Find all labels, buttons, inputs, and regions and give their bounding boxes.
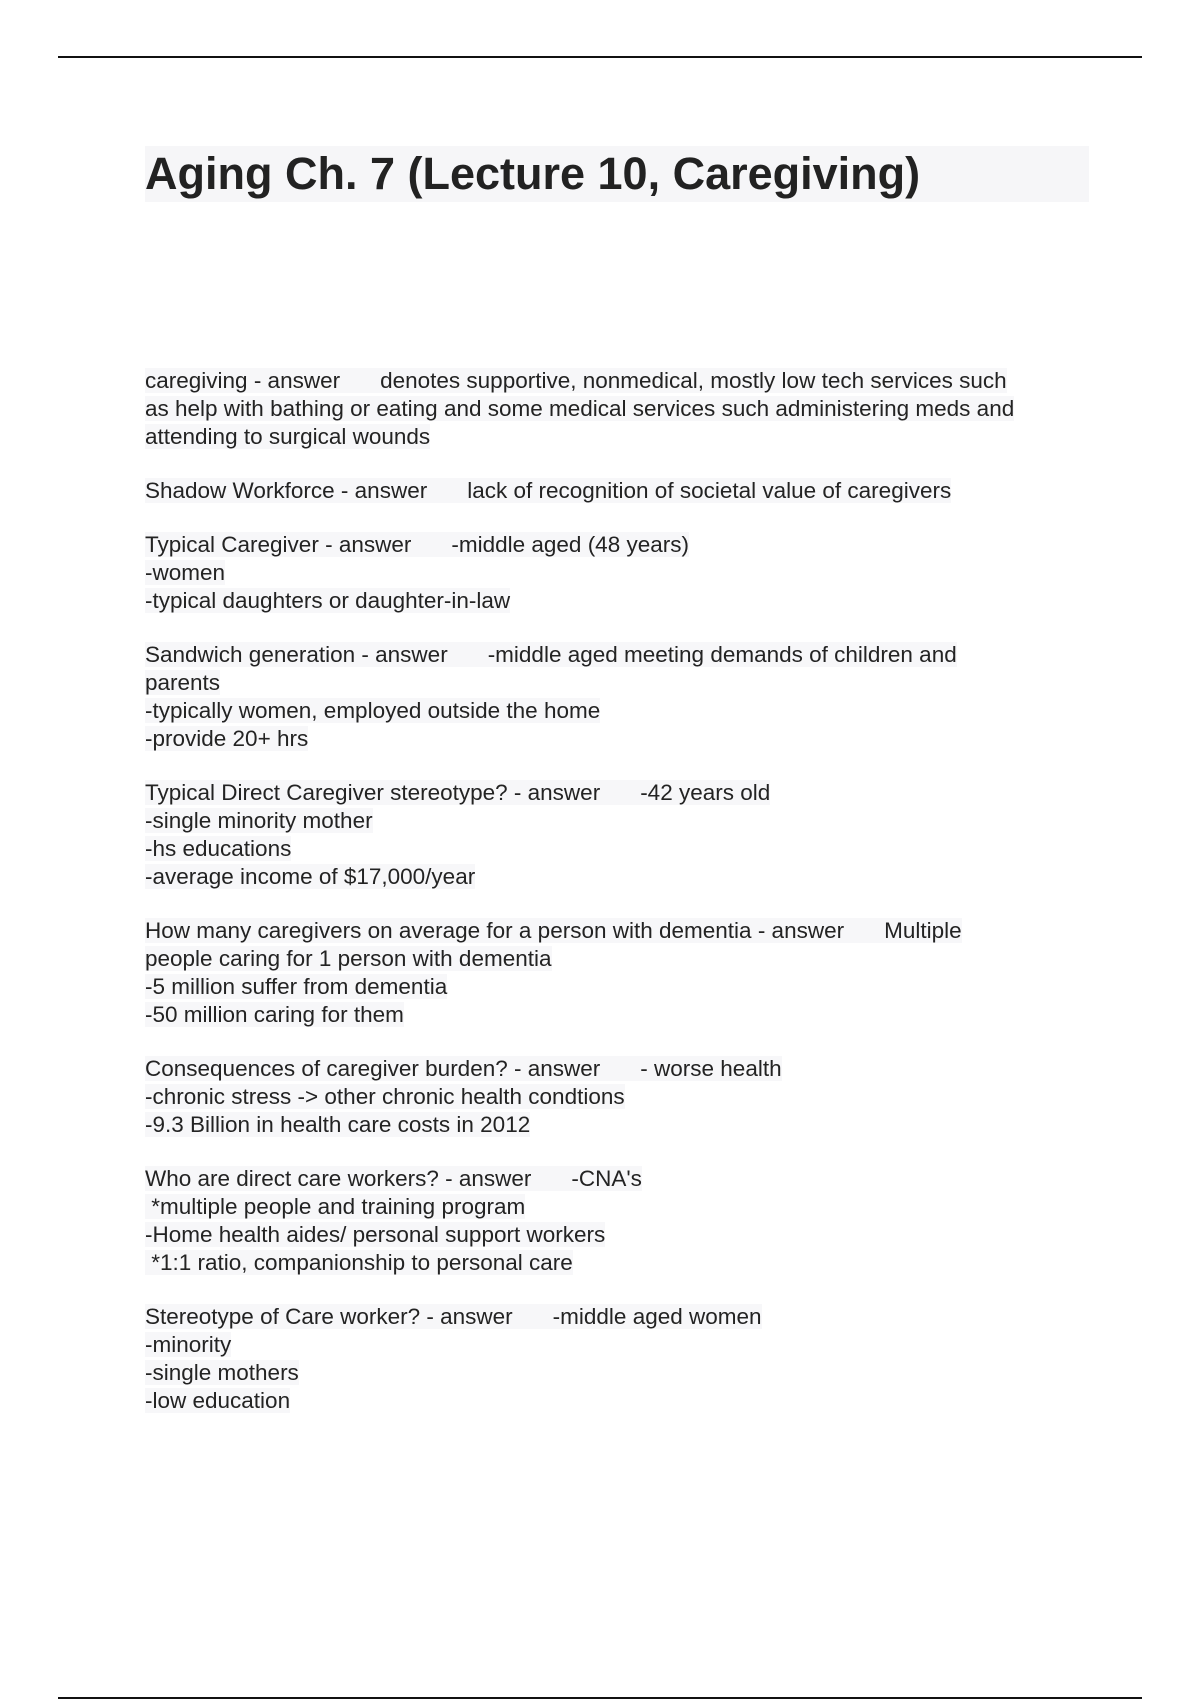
flashcard-term: Typical Caregiver <box>145 532 319 557</box>
flashcard-line-text <box>145 726 308 751</box>
flashcard-line-text <box>145 1304 762 1329</box>
flashcard-line <box>145 1331 1095 1359</box>
flashcard-line-text <box>145 918 962 943</box>
flashcard-list <box>145 367 1095 1441</box>
flashcard-term: Consequences of caregiver burden? <box>145 1056 508 1081</box>
flashcard-entry <box>145 367 1095 451</box>
flashcard-answer-text: Multiple <box>884 918 962 943</box>
answer-separator: - answer <box>318 532 412 557</box>
flashcard-entry <box>145 917 1095 1029</box>
flashcard-line <box>145 1221 1095 1249</box>
flashcard-line <box>145 531 1095 559</box>
flashcard-answer-text: attending to surgical wounds <box>145 424 431 449</box>
flashcard-line <box>145 917 1095 945</box>
flashcard-term: How many caregivers on average for a person with dementia <box>145 918 752 943</box>
flashcard-line <box>145 835 1095 863</box>
flashcard-line-text <box>145 1002 404 1027</box>
flashcard-answer-text: -low education <box>145 1388 291 1413</box>
flashcard-line-text <box>145 1388 290 1413</box>
flashcard-answer-text: *1:1 ratio, companionship to personal care <box>145 1250 573 1275</box>
bottom-rule <box>58 1697 1142 1699</box>
page-title: Aging Ch. 7 (Lecture 10, Caregiving) <box>145 148 921 199</box>
answer-separator: - answer <box>507 1056 601 1081</box>
flashcard-line-text <box>145 532 689 557</box>
flashcard-line-text <box>145 1250 573 1275</box>
flashcard-line <box>145 477 1095 505</box>
flashcard-entry <box>145 477 1095 505</box>
flashcard-line-text <box>145 1112 530 1137</box>
flashcard-line-text <box>145 946 552 971</box>
flashcard-line-text <box>145 560 225 585</box>
flashcard-answer-text: -typically women, employed outside the home <box>145 698 601 723</box>
flashcard-term: Who are direct care workers? <box>145 1166 439 1191</box>
flashcard-line <box>145 1111 1095 1139</box>
flashcard-answer-text: -provide 20+ hrs <box>145 726 309 751</box>
flashcard-answer-text: -average income of $17,000/year <box>145 864 476 889</box>
flashcard-answer-text: lack of recognition of societal value of caregivers <box>467 478 952 503</box>
flashcard-line-text <box>145 642 957 667</box>
flashcard-answer-text: -5 million suffer from dementia <box>145 974 448 999</box>
flashcard-line-text <box>145 368 1007 393</box>
flashcard-line <box>145 1387 1095 1415</box>
answer-separator: - answer <box>334 478 428 503</box>
flashcard-term: Stereotype of Care worker? <box>145 1304 421 1329</box>
flashcard-entry <box>145 779 1095 891</box>
flashcard-answer-text: -single mothers <box>145 1360 299 1385</box>
flashcard-answer-text: as help with bathing or eating and some medical services such administering meds and <box>145 396 1015 421</box>
flashcard-line-text <box>145 836 291 861</box>
flashcard-answer-text: -middle aged (48 years) <box>451 532 689 557</box>
flashcard-answer-text: -typical daughters or daughter-in-law <box>145 588 511 613</box>
flashcard-answer-text: -chronic stress -> other chronic health condtions <box>145 1084 625 1109</box>
answer-separator: - answer <box>420 1304 513 1329</box>
flashcard-line-text <box>145 1084 625 1109</box>
flashcard-line <box>145 1001 1095 1029</box>
flashcard-line <box>145 779 1095 807</box>
flashcard-line <box>145 395 1095 423</box>
flashcard-line-text <box>145 424 430 449</box>
flashcard-line-text <box>145 780 770 805</box>
flashcard-line <box>145 973 1095 1001</box>
flashcard-line-text <box>145 1360 299 1385</box>
flashcard-answer-text: *multiple people and training program <box>145 1194 526 1219</box>
flashcard-line-text <box>145 974 447 999</box>
flashcard-answer-text: -hs educations <box>145 836 292 861</box>
flashcard-line-text <box>145 698 600 723</box>
flashcard-answer-text: -women <box>145 560 226 585</box>
flashcard-line-text <box>145 1332 231 1357</box>
answer-separator: - answer <box>355 642 448 667</box>
flashcard-answer-text: -middle aged meeting demands of children and <box>487 642 957 667</box>
flashcard-line <box>145 1193 1095 1221</box>
title-block <box>145 146 1089 202</box>
flashcard-line-text <box>145 1056 782 1081</box>
flashcard-line <box>145 669 1095 697</box>
flashcard-answer-text: -minority <box>145 1332 232 1357</box>
flashcard-term: Sandwich generation <box>145 642 356 667</box>
flashcard-line <box>145 367 1095 395</box>
flashcard-line <box>145 1249 1095 1277</box>
flashcard-answer-text: -9.3 Billion in health care costs in 2012 <box>145 1112 531 1137</box>
flashcard-entry <box>145 641 1095 753</box>
flashcard-term: Typical Direct Caregiver stereotype? <box>145 780 508 805</box>
flashcard-entry <box>145 531 1095 615</box>
answer-separator: - answer <box>247 368 341 393</box>
flashcard-answer-text: parents <box>145 670 221 695</box>
flashcard-answer-text: -CNA's <box>571 1166 642 1191</box>
flashcard-entry <box>145 1055 1095 1139</box>
flashcard-answer-text: -single minority mother <box>145 808 373 833</box>
flashcard-entry <box>145 1165 1095 1277</box>
flashcard-line-text <box>145 1194 525 1219</box>
flashcard-line <box>145 1165 1095 1193</box>
answer-separator: - answer <box>751 918 845 943</box>
flashcard-line-text <box>145 670 220 695</box>
flashcard-term: caregiving <box>145 368 248 393</box>
flashcard-line-text <box>145 588 510 613</box>
flashcard-line <box>145 807 1095 835</box>
flashcard-line-text <box>145 864 475 889</box>
flashcard-line-text <box>145 478 951 503</box>
flashcard-answer-text: -50 million caring for them <box>145 1002 404 1027</box>
flashcard-line-text <box>145 808 373 833</box>
flashcard-answer-text: people caring for 1 person with dementia <box>145 946 552 971</box>
flashcard-answer-text: denotes supportive, nonmedical, mostly low tech services such <box>380 368 1007 393</box>
flashcard-line <box>145 1083 1095 1111</box>
flashcard-line <box>145 1359 1095 1387</box>
answer-separator: - answer <box>507 780 601 805</box>
flashcard-answer-text: -42 years old <box>640 780 771 805</box>
flashcard-line <box>145 863 1095 891</box>
flashcard-line <box>145 945 1095 973</box>
flashcard-line <box>145 1055 1095 1083</box>
flashcard-answer-text: -middle aged women <box>552 1304 762 1329</box>
flashcard-line <box>145 697 1095 725</box>
flashcard-answer-text: - worse health <box>640 1056 782 1081</box>
flashcard-line <box>145 587 1095 615</box>
flashcard-entry <box>145 1303 1095 1415</box>
flashcard-line <box>145 641 1095 669</box>
flashcard-line-text <box>145 1222 605 1247</box>
flashcard-line <box>145 725 1095 753</box>
flashcard-line <box>145 559 1095 587</box>
flashcard-line <box>145 1303 1095 1331</box>
flashcard-answer-text: -Home health aides/ personal support workers <box>145 1222 606 1247</box>
flashcard-line-text <box>145 1166 642 1191</box>
answer-separator: - answer <box>438 1166 532 1191</box>
flashcard-line-text <box>145 396 1014 421</box>
flashcard-term: Shadow Workforce <box>145 478 335 503</box>
top-rule <box>58 56 1142 58</box>
flashcard-line <box>145 423 1095 451</box>
